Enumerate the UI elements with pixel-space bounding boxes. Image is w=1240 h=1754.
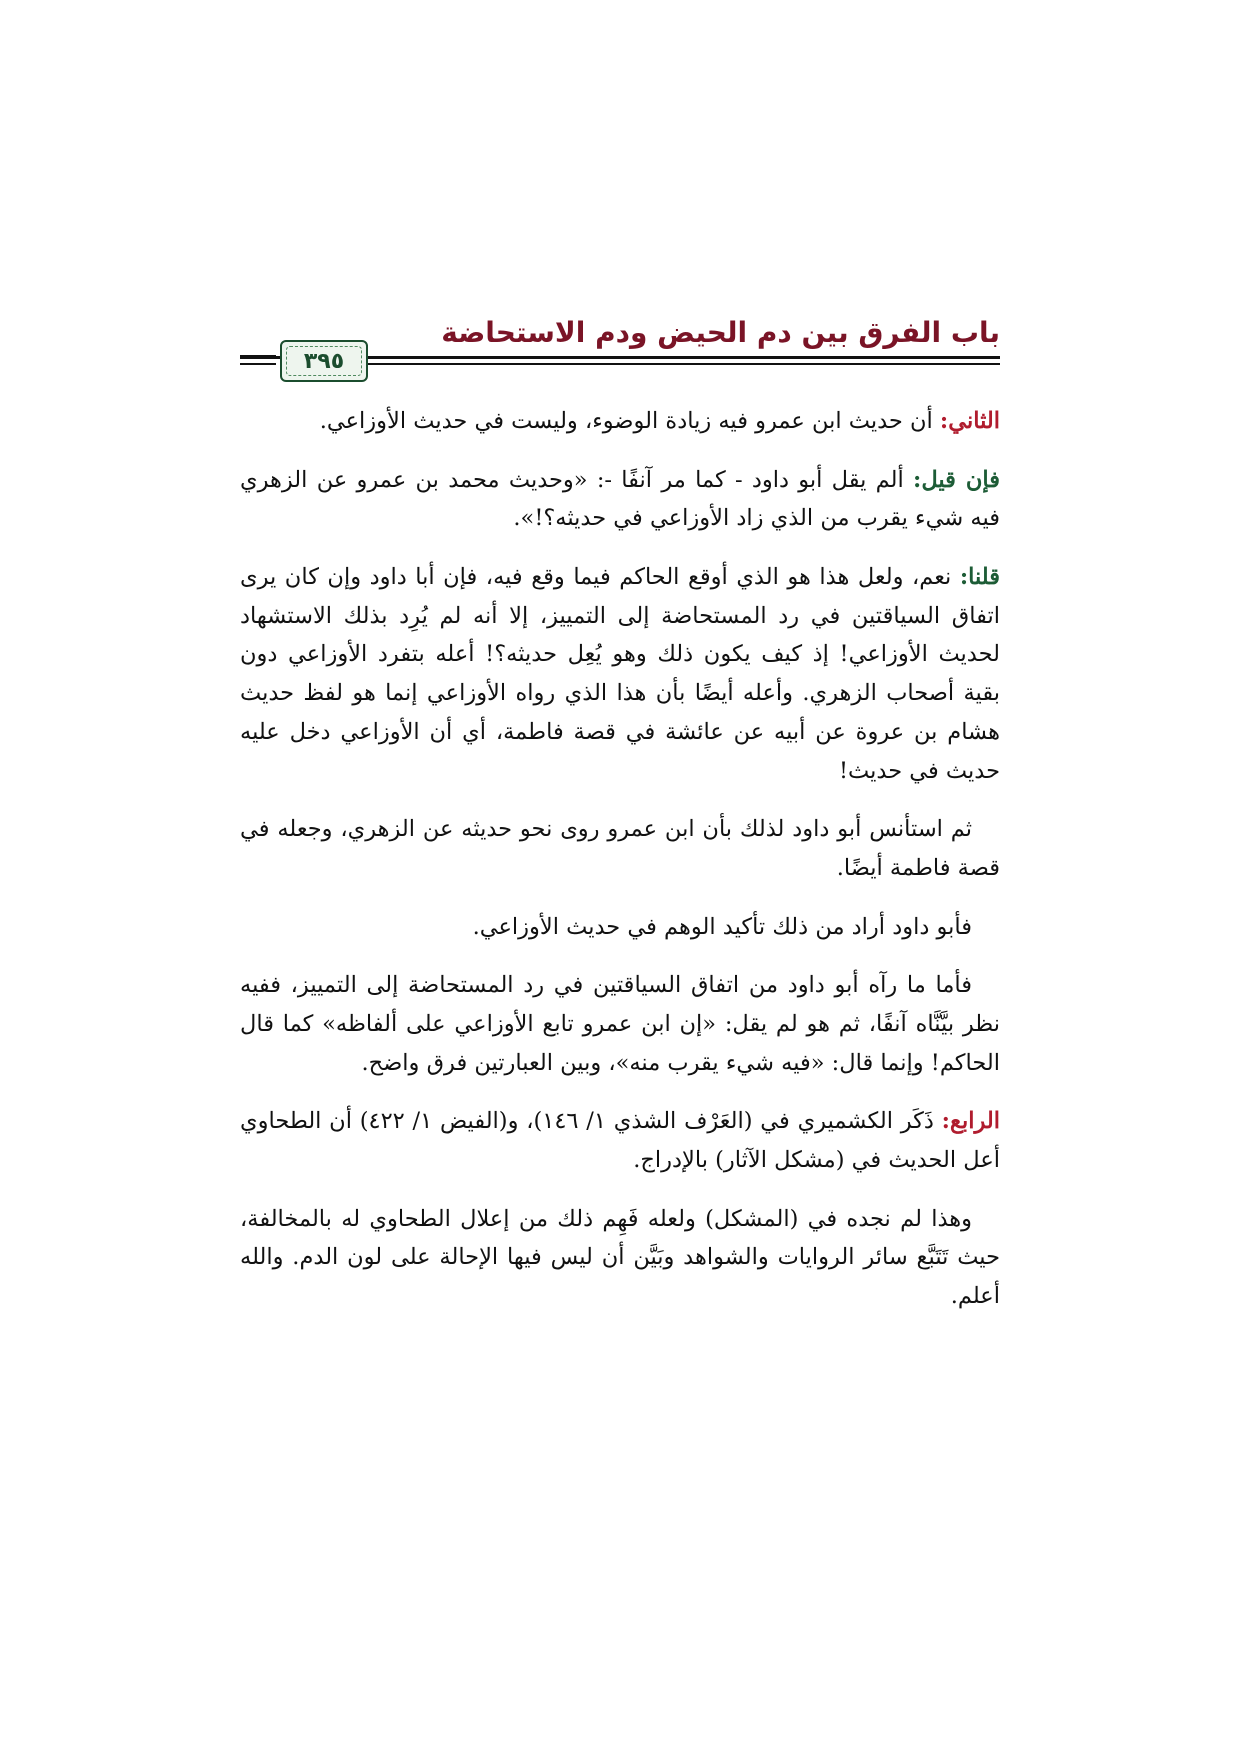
keyword-fourth: الرابع: [941, 1108, 1000, 1135]
paragraph-text: أن حديث ابن عمرو فيه زيادة الوضوء، وليست في حديث الأوزاعي. [319, 408, 940, 434]
paragraph-two-narrations: فأما ما رآه أبو داود من اتفاق السياقتين في رد المستحاضة إلى التمييز، ففيه نظر بيَّنَّاه آنفًا، ثم هو لم يقل: «إن ابن عمرو تابع الأوزاعي على ألفاظه» كما قال الحاكم! وإنما قال: «فيه شيء يقرب منه»، وبين العبارتين فرق واضح. [240, 972, 1000, 1076]
chapter-title: باب الفرق بين دم الحيض ودم الاستحاضة [441, 316, 1000, 349]
paragraph-text: ذَكَر الكشميري في (العَرْف الشذي ١/ ١٤٦)، و(الفيض ١/ ٤٢٢) أن الطحاوي أعل الحديث في (مشكل الآثار) بالإدراج. [240, 1108, 1000, 1173]
paragraph-abu-dawud-intent: فأبو داود أراد من ذلك تأكيد الوهم في حديث الأوزاعي. [472, 913, 972, 940]
header-rule-bottom [368, 363, 1000, 365]
header-rule-left-bottom [240, 363, 276, 365]
paragraph-text: ألم يقل أبو داود - كما مر آنفًا -: «وحديث محمد بن عمرو عن الزهري فيه شيء يقرب من الذي زاد الأوزاعي في حديثه؟!». [240, 466, 1000, 532]
keyword-objection: فإن قيل: [913, 466, 1001, 493]
page-number: ٣٩٥ [303, 348, 345, 374]
paragraph-reply [240, 558, 1000, 790]
paragraph-abu-dawud-support: ثم استأنس أبو داود لذلك بأن ابن عمرو روى نحو حديثه عن الزهري، وجعله في قصة فاطمة أيضًا. [240, 816, 1000, 881]
paragraph-objection [240, 461, 1000, 538]
paragraph-conclusion: وهذا لم نجده في (المشكل) ولعله فَهِم ذلك من إعلال الطحاوي له بالمخالفة، حيث تَتَبَّع سائر الروايات والشواهد وبَيَّن أن ليس فيها الإحالة على لون الدم. والله أعلم. [240, 1205, 1000, 1310]
keyword-second: الثاني: [939, 408, 1000, 434]
paragraph-text: نعم، ولعل هذا هو الذي أوقع الحاكم فيما وقع فيه، فإن أبا داود وإن كان يرى اتفاق السياقتين في رد المستحاضة إلى التمييز، إلا أنه لم يُرِد بذلك الاستشهاد لحديث الأوزاعي! إذ كيف يكون ذلك وهو يُعِل حديثه؟! أعله بتفرد الأوزاعي دون بقية أصحاب الزهري. وأعله أيضًا بأن هذا الذي رواه الأوزاعي إنما هو لفظ حديث هشام بن عروة عن أبيه عن عائشة في قصة فاطمة، أي أن الأوزاعي دخل عليه حديث في حديث! [240, 564, 1000, 784]
paragraph-second [240, 402, 1000, 441]
page-body [240, 402, 1000, 1336]
header-rule-left-top [240, 355, 276, 357]
page-number-badge [280, 340, 368, 382]
page-header [240, 300, 1000, 390]
paragraph-fourth [240, 1102, 1000, 1179]
keyword-reply: قلنا: [959, 564, 1000, 591]
